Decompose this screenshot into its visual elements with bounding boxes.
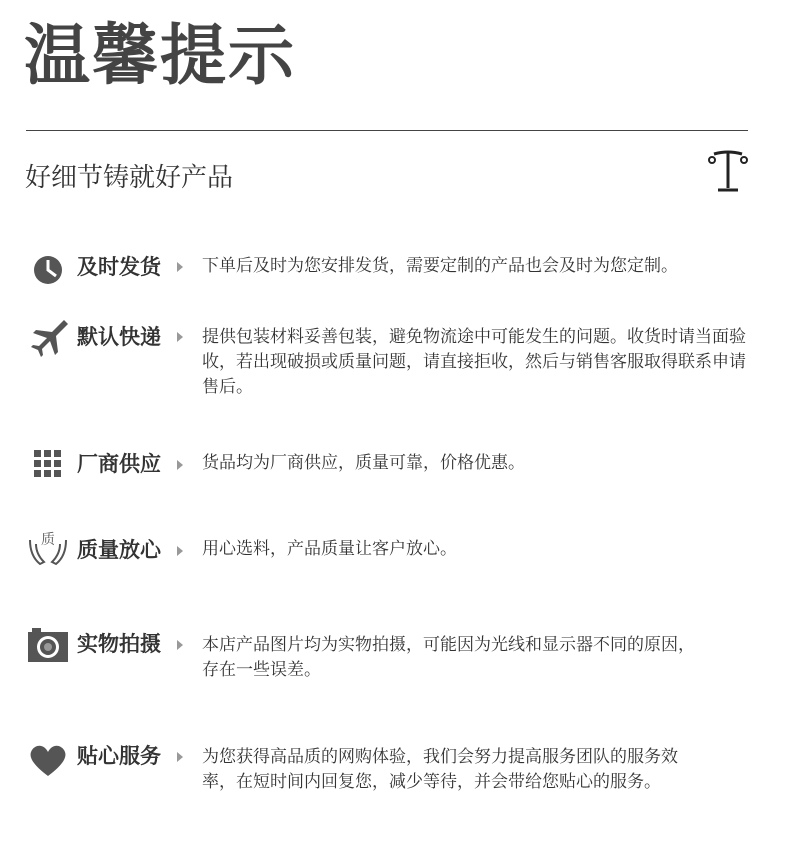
chevron-right-icon [177,262,183,272]
info-text: 提供包装材料妥善包装，避免物流途中可能发生的问题。收货时请当面验收，若出现破损或质量问题，请直接拒收，然后与销售客服取得联系申请售后。 [202,327,746,397]
camera-icon [26,626,70,664]
info-text: 用心选料，产品质量让客户放心。 [202,539,457,559]
info-text: 货品均为厂商供应，质量可靠，价格优惠。 [202,453,525,473]
info-label: 质量放心 [77,538,161,562]
info-label: 实物拍摄 [77,632,161,656]
chevron-right-icon [177,752,183,762]
svg-text:质: 质 [41,532,55,548]
chevron-right-icon [177,460,183,470]
chevron-right-icon [177,332,183,342]
heart-icon [26,742,70,778]
clock-icon [26,250,70,290]
info-text: 为您获得高品质的网购体验，我们会努力提高服务团队的服务效率，在短时间内回复您，减少等待，并会带给您贴心的服务。 [202,747,678,792]
info-label: 默认快递 [77,325,161,349]
grid-icon [26,446,70,486]
airplane-icon [26,318,70,358]
info-label: 厂商供应 [77,452,161,476]
divider [26,130,748,131]
info-label: 贴心服务 [77,744,161,768]
info-label: 及时发货 [77,255,161,279]
quality-hands-icon [26,526,70,570]
chevron-right-icon [177,640,183,650]
info-text: 本店产品图片均为实物拍摄，可能因为光线和显示器不同的原因，存在一些误差。 [202,635,695,680]
page-title: 温馨提示 [24,17,296,94]
info-text: 下单后及时为您安排发货，需要定制的产品也会及时为您定制。 [202,256,678,276]
chevron-right-icon [177,546,183,556]
brand-logo-icon [708,148,748,194]
page-subtitle: 好细节铸就好产品 [25,163,234,193]
